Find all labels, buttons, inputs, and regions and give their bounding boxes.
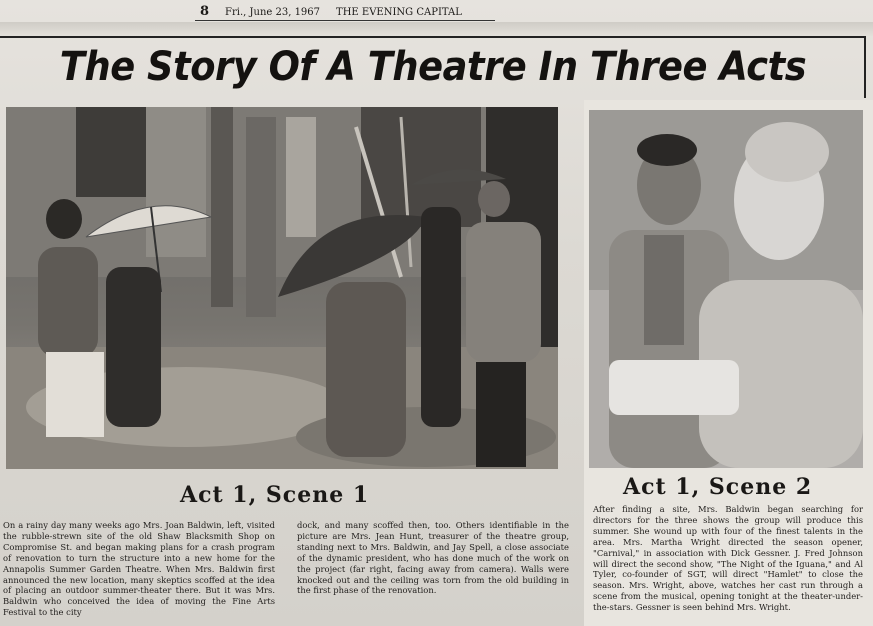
photo-rehearsal — [589, 110, 863, 468]
masthead-rule — [195, 20, 495, 21]
page-fold — [0, 22, 873, 36]
act1-scene2-title: Act 1, Scene 2 — [623, 474, 813, 500]
act1-column-1: On a rainy day many weeks ago Mrs. Joan Baldwin, left, visited the rubble-strewn site of the old Shaw Blacksmith Shop on Compromise St. and began making plans for a crash program of renovation to turn the structure into a new home for the Annapolis Summer Garden Theatre. When Mrs. Baldwin first announced the new location, many skeptics scoffed at the idea of placing an outdoor summer-theater there. But it was Mrs. Baldwin who conceived the idea of moving the Fine Arts Festival to the city — [3, 520, 275, 618]
act1-scene1-title: Act 1, Scene 1 — [180, 482, 370, 508]
issue-date: Fri., June 23, 1967 — [225, 7, 321, 18]
photo-site-visit — [6, 107, 558, 469]
masthead — [200, 4, 500, 20]
paper-name: THE EVENING CAPITAL — [336, 7, 462, 18]
headline: The Story Of A Theatre In Three Acts — [59, 44, 807, 90]
act1-column-2: dock, and many scoffed then, too. Others identifiable in the picture are Mrs. Jean Hunt, treasurer of the theatre group, standing next to Mrs. Baldwin, and Jay Spell, a close associate of the dynamic president, who has done much of the work on the project (far right, facing away from camera). Walls were knocked out and the ceiling was torn from the old building in the first phase of the renovation. — [297, 520, 569, 596]
page-number: 8 — [200, 4, 210, 19]
act2-column: After finding a site, Mrs. Baldwin began searching for directors for the three shows the group will produce this summer. She wound up with four of the finest talents in the area. Mrs. Martha Wright directed the season opener, "Carnival," in association with Dick Gessner. J. Fred Johnson will direct the second show, "The Night of the Iguana," and Al Tyler, co-founder of SGT, will direct "Hamlet" to close the season. Mrs. Wright, above, watches her cast run through a scene from the musical, opening tonight at the theater-under-the-stars. Gessner is seen behind Mrs. Wright. — [593, 504, 863, 613]
